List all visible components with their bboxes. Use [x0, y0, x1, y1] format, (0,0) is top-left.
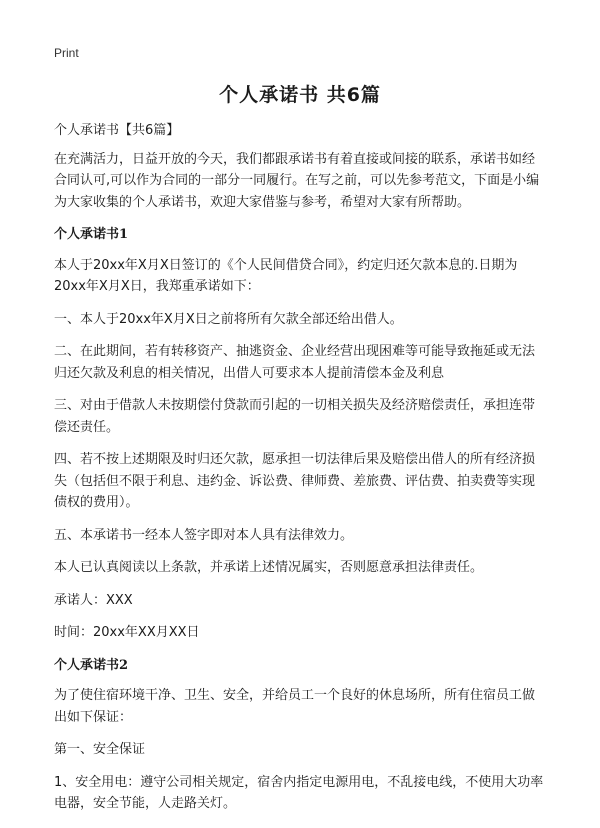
signatory-line: 承诺人：XXX — [54, 592, 133, 608]
paragraph: 本人已认真阅读以上条款，并承诺上述情况属实，否则愿意承担法律责任。 — [54, 560, 484, 575]
section-heading-1: 个人承诺书1 — [54, 227, 129, 242]
document-subtitle: 个人承诺书【共6篇】 — [54, 123, 180, 138]
page-title: 个人承诺书 共6篇 — [219, 84, 381, 106]
intro-paragraph: 在充满活力，日益开放的今天，我们都跟承诺书有着直接或间接的联系，承诺书如经合同认可,可以作为合同的一部分一同履行。在写之前，可以先参考范文，下面是小编为大家收集的个人承诺书，欢迎大家借鉴与参考，希望对大家有所帮助。 — [54, 151, 540, 210]
document-body — [54, 120, 546, 826]
paragraph: 五、本承诺书一经本人签字即对本人具有法律效力。 — [54, 527, 354, 543]
paragraph: 1、安全用电：遵守公司相关规定，宿舍内指定电源用电，不乱接电线，不使用大功率电器，安全节能，人走路关灯。 — [54, 774, 544, 811]
paragraph: 一、本人于20xx年X月X日之前将所有欠款全部还给出借人。 — [54, 311, 403, 327]
paragraph: 为了使住宿环境干净、卫生、安全，并给员工一个良好的休息场所，所有住宿员工做出如下保证： — [54, 688, 536, 725]
date-line: 时间：20xx年XX月XX日 — [54, 625, 200, 640]
paragraph: 四、若不按上述期限及时归还欠款，愿承担一切法律后果及赔偿出借人的所有经济损失（包括但不限于利息、违约金、诉讼费、律师费、差旅费、评估费、拍卖费等实现债权的费用）。 — [54, 452, 536, 510]
paragraph: 第一、安全保证 — [54, 742, 146, 757]
print-link[interactable]: Print — [54, 46, 79, 60]
paragraph: 二、在此期间，若有转移资产、抽逃资金、企业经营出现困难等可能导致拖延或无法归还欠款及利息的相关情况，出借人可要求本人提前清偿本金及利息 — [54, 344, 536, 381]
section-heading-2: 个人承诺书2 — [54, 657, 129, 673]
paragraph: 本人于20xx年X月X日签订的《个人民间借贷合同》，约定归还欠款本息的.日期为20xx年X月X日，我郑重承诺如下： — [54, 257, 518, 294]
paragraph: 三、对由于借款人未按期偿付贷款而引起的一切相关损失及经济赔偿责任，承担连带偿还责任。 — [54, 398, 536, 435]
